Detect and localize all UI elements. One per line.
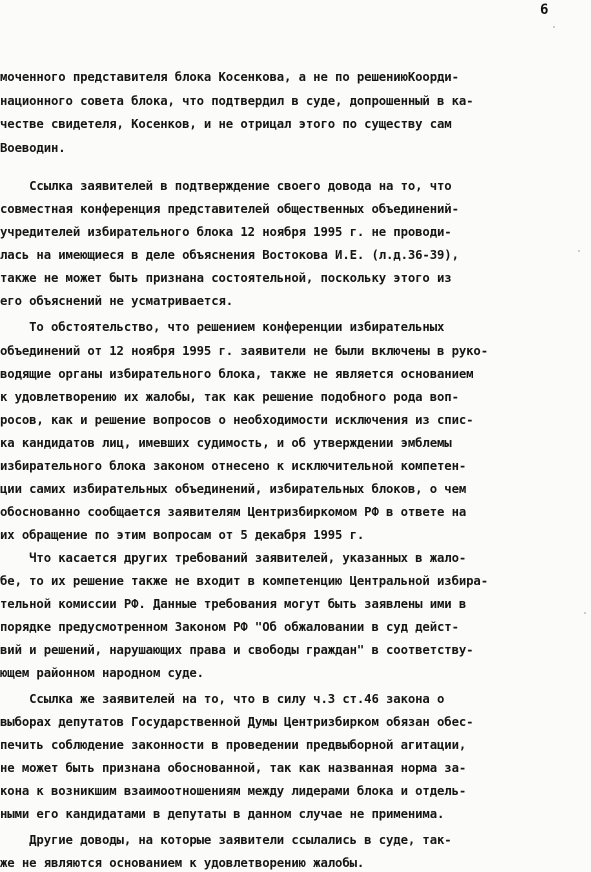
text-line: кона к возникшим взаимоотношениям между лидерами блока и отдель- [0, 784, 467, 798]
text-line: росов, как и решение вопросов о необходимости исключения из спис- [0, 413, 474, 427]
text-line: водящие органы избирательного блока, также не является основанием [0, 367, 474, 381]
text-line: бе, то их решение также не входит в компетенцию Центральной избира- [0, 574, 488, 588]
text-line: избирательного блока законом отнесено к исключительной компетен- [0, 459, 467, 473]
text-line: национного совета блока, что подтвердил в суде, допрошенный в ка- [0, 94, 474, 108]
scan-speck [578, 250, 580, 252]
text-line: ции самих избирательных объединений, избирательных блоков, о чем [0, 482, 467, 496]
text-line: совместная конференция представителей общественных объединений- [0, 202, 459, 216]
text-line: его объяснений не усматривается. [0, 294, 234, 308]
text-line: ными его кандидатами в депутаты в данном случае не применима. [0, 807, 445, 821]
text-line: вий и решений, нарушающих права и свободы граждан" в соответству- [0, 643, 474, 657]
text-line: также не может быть признана состоятельной, поскольку этого из [0, 271, 452, 285]
text-line: их обращение по этим вопросам от 5 декабря 1995 г. [0, 528, 365, 542]
text-line: Ссылка заявителей в подтверждение своего довода на то, что [0, 179, 452, 193]
text-line: обоснованно сообщается заявителям Центризбиркомом РФ в ответе на [0, 505, 467, 519]
text-line: порядке предусмотренном Законом РФ "Об обжаловании в суд дейст- [0, 620, 459, 634]
text-line: ющем районном народном суде. [0, 666, 204, 680]
page-number: 6 [540, 2, 549, 18]
text-line: Что касается других требований заявителей, указанных в жало- [0, 551, 467, 565]
text-line: печить соблюдение законности в проведении предвыборной агитации, [0, 738, 467, 752]
text-line: лась на имеющиеся в деле объяснения Востокова И.Е. (л.д.36-39), [0, 248, 459, 262]
text-line: учредителей избирательного блока 12 ноября 1995 г. не проводи- [0, 225, 452, 239]
text-line: Ссылка же заявителей на то, что в силу ч.3 ст.46 закона о [0, 692, 445, 706]
text-line: тельной комиссии РФ. Данные требования могут быть заявлены ими в [0, 597, 467, 611]
text-line: То обстоятельство, что решением конференции избирательных [0, 320, 445, 334]
text-line: объединений от 12 ноября 1995 г. заявители не были включены в руко- [0, 344, 488, 358]
text-line: же не являются основанием к удовлетворению жалобы. [0, 856, 365, 870]
text-line: честве свидетеля, Косенков, и не отрицал этого по существу сам [0, 117, 452, 131]
text-line: ка кандидатов лиц, имевших судимость, и об утверждении эмблемы [0, 436, 452, 450]
text-line: Другие доводы, на которые заявители ссылались в суде, так- [0, 833, 452, 847]
scan-speck [553, 26, 555, 28]
text-line: выборах депутатов Государственной Думы Центризбирком обязан обес- [0, 715, 474, 729]
text-line: к удовлетворению их жалобы, так как решение подобного рода воп- [0, 390, 459, 404]
scan-speck [584, 612, 586, 614]
text-line: моченного представителя блока Косенкова, а не по решениюКоорди- [0, 70, 459, 84]
text-line: не может быть признана обоснованной, так как названная норма за- [0, 761, 467, 775]
text-line: Воеводин. [0, 141, 66, 155]
